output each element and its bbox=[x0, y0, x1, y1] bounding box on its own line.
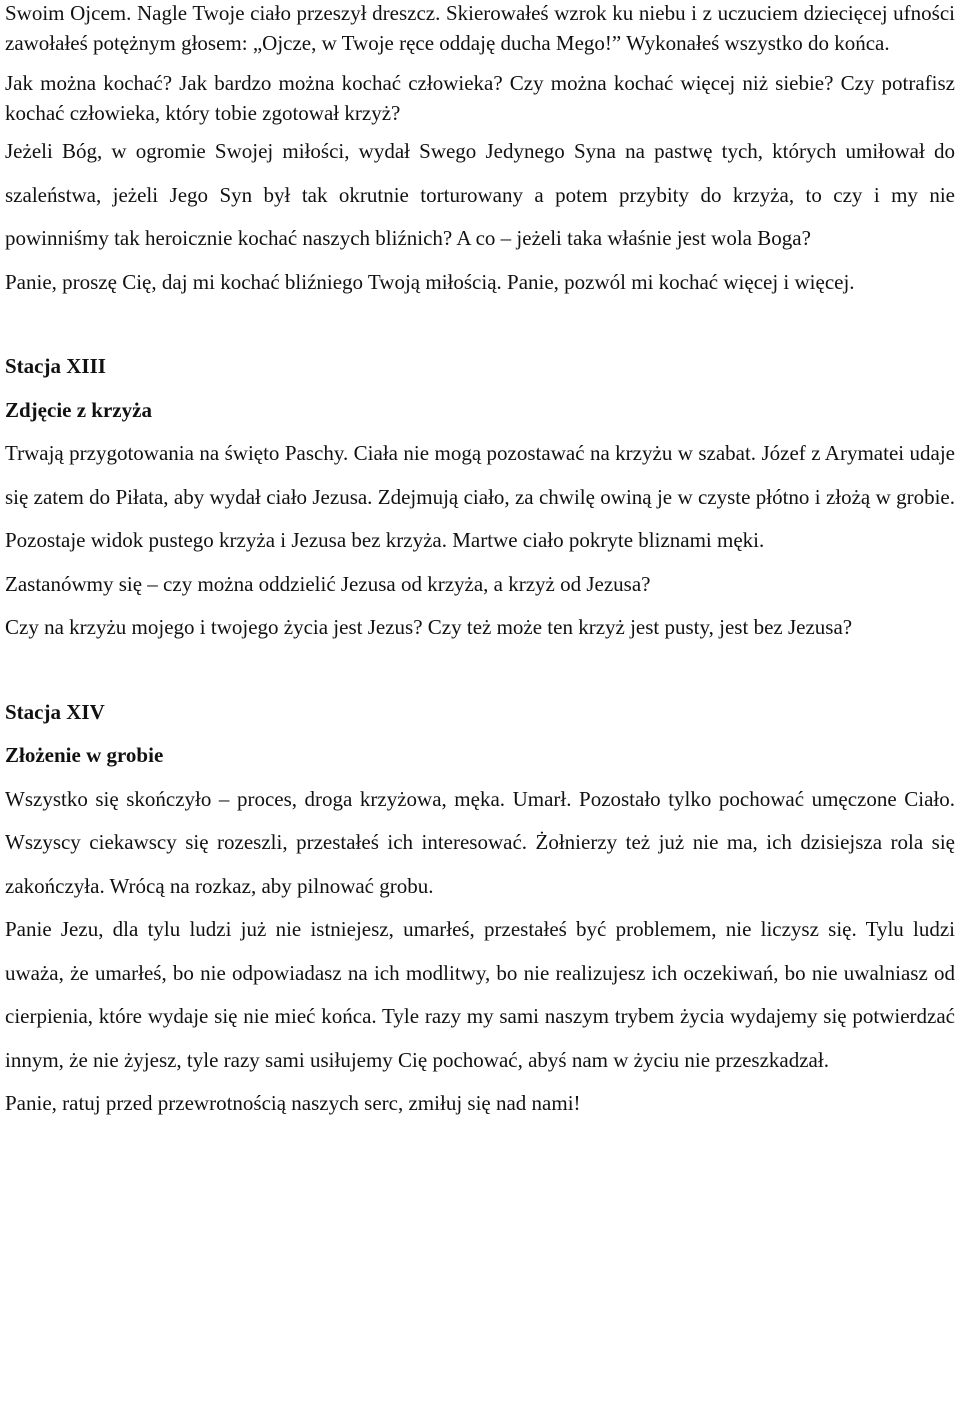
paragraph: Czy na krzyżu mojego i twojego życia jest Jezus? Czy też może ten krzyż jest pusty, jest bez Jezusa? bbox=[5, 615, 853, 639]
station-14-title: Złożenie w grobie bbox=[5, 743, 164, 767]
station-14-number: Stacja XIV bbox=[5, 699, 105, 724]
station-13-number: Stacja XIII bbox=[5, 354, 106, 378]
paragraph: Wszystko się skończyło – proces, droga krzyżowa, męka. Umarł. Pozostało tylko pochować umęczone Ciało. Wszyscy ciekawscy się rozeszli, przestałeś ich interesować. Żołnierzy też już nie ma, ich dzisiejsza rola się zakończyła. Wrócą na rozkaz, aby pilnować grobu. bbox=[5, 786, 955, 898]
paragraph: Swoim Ojcem. Nagle Twoje ciało przeszył dreszcz. Skierowałeś wzrok ku niebu i z uczuciem dziecięcej ufności zawołałeś potężnym głosem: „Ojcze, w Twoje ręce oddaję ducha Mego!” Wykonałeś wszystko do końca. bbox=[5, 1, 955, 55]
paragraph: Jak można kochać? Jak bardzo można kochać człowieka? Czy można kochać więcej niż siebie? Czy potrafisz kochać człowieka, który tobie zgotował krzyż? bbox=[5, 71, 955, 125]
paragraph: Panie, ratuj przed przewrotnością naszych serc, zmiłuj się nad nami! bbox=[5, 1091, 581, 1115]
paragraph: Jeżeli Bóg, w ogromie Swojej miłości, wydał Swego Jedynego Syna na pastwę tych, których umiłował do szaleństwa, jeżeli Jego Syn był tak okrutnie torturowany a potem przybity do krzyża, to czy i my nie powinniśmy tak heroicznie kochać naszych bliźnich? A co – jeżeli taka właśnie jest wola Boga? bbox=[5, 139, 955, 250]
station-13-title: Zdjęcie z krzyża bbox=[5, 397, 152, 422]
paragraph: Zastanówmy się – czy można oddzielić Jezusa od krzyża, a krzyż od Jezusa? bbox=[5, 571, 651, 596]
paragraph: Trwają przygotowania na święto Paschy. Ciała nie mogą pozostawać na krzyżu w szabat. Józef z Arymatei udaje się zatem do Piłata, aby wydał ciało Jezusa. Zdejmują ciało, za chwilę owiną je w czyste płótno i złożą w grobie. Pozostaje widok pustego krzyża i Jezusa bez krzyża. Martwe ciało pokryte bliznami męki. bbox=[5, 441, 955, 552]
paragraph: Panie, proszę Cię, daj mi kochać bliźniego Twoją miłością. Panie, pozwól mi kochać więcej i więcej. bbox=[5, 269, 855, 294]
document-page bbox=[5, 0, 955, 1126]
paragraph: Panie Jezu, dla tylu ludzi już nie istniejesz, umarłeś, przestałeś być problemem, nie liczysz się. Tylu ludzi uważa, że umarłeś, bo nie odpowiadasz na ich modlitwy, bo nie realizujesz ich oczekiwań, bo nie uwalniasz od cierpienia, które wydaje się nie mieć końca. Tyle razy my sami naszym trybem życia wydajemy się potwierdzać innym, że nie żyjesz, tyle razy sami usiłujemy Cię pochować, abyś nam w życiu nie przeszkadzał. bbox=[5, 917, 955, 1072]
section-spacer bbox=[5, 650, 955, 691]
section-spacer bbox=[5, 304, 955, 345]
